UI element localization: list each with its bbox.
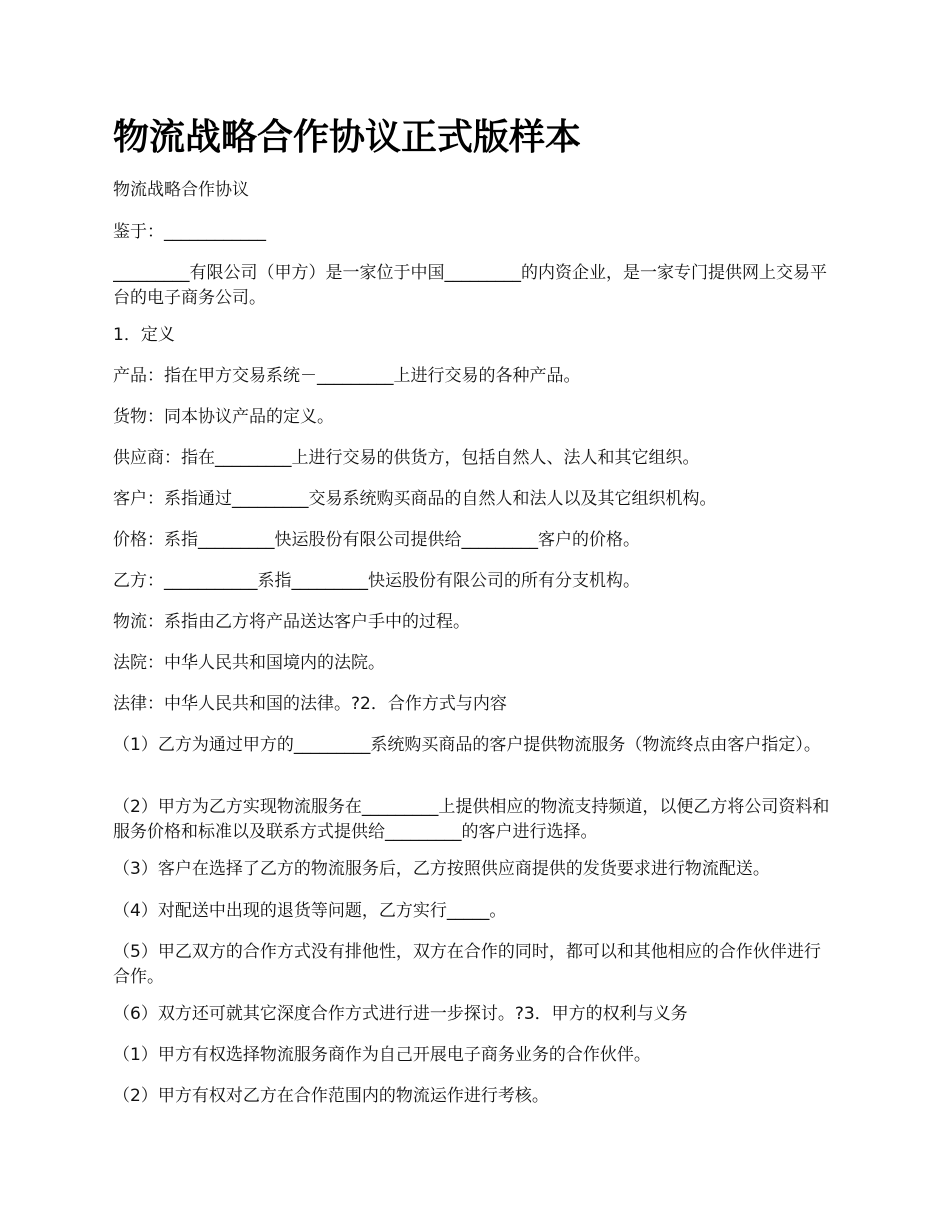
definition-price: 价格：系指_________快运股份有限公司提供给_________客户的价格。 [113, 530, 640, 550]
definition-party-b: 乙方：___________系指_________快运股份有限公司的所有分支机构。 [113, 571, 640, 591]
definition-supplier: 供应商：指在_________上进行交易的供货方，包括自然人、法人和其它组织。 [113, 448, 700, 468]
section-heading-definitions: 1．定义 [113, 325, 175, 345]
cooperation-item-6: （6）双方还可就其它深度合作方式进行进一步探讨。?3．甲方的权利与义务 [113, 1004, 688, 1024]
cooperation-item-2: （2）甲方为乙方实现物流服务在_________上提供相应的物流支持频道，以便乙方将公司资料和服务价格和标准以及联系方式提供给_________的客户进行选择。 [113, 797, 830, 842]
definition-product: 产品：指在甲方交易系统－_________上进行交易的各种产品。 [113, 366, 581, 386]
party-a-right-2: （2）甲方有权对乙方在合作范围内的物流运作进行考核。 [113, 1086, 549, 1106]
party-a-right-1: （1）甲方有权选择物流服务商作为自己开展电子商务业务的合作伙伴。 [113, 1045, 651, 1065]
definition-goods: 货物：同本协议产品的定义。 [113, 407, 334, 427]
definition-customer: 客户：系指通过_________交易系统购买商品的自然人和法人以及其它组织机构。 [113, 489, 717, 509]
definition-logistics: 物流：系指由乙方将产品送达客户手中的过程。 [113, 612, 470, 632]
cooperation-item-1: （1）乙方为通过甲方的_________系统购买商品的客户提供物流服务（物流终点由客户指定）。 [113, 735, 821, 755]
whereas-paragraph: 鉴于：____________ [113, 222, 266, 242]
subtitle-paragraph: 物流战略合作协议 [113, 180, 249, 200]
definition-law: 法律：中华人民共和国的法律。?2．合作方式与内容 [113, 694, 507, 714]
definition-court: 法院：中华人民共和国境内的法院。 [113, 653, 385, 673]
intro-paragraph: _________有限公司（甲方）是一家位于中国_________的内资企业，是一家专门提供网上交易平台的电子商务公司。 [113, 263, 827, 308]
cooperation-item-4: （4）对配送中出现的退货等问题，乙方实行_____。 [113, 901, 507, 921]
cooperation-item-3: （3）客户在选择了乙方的物流服务后，乙方按照供应商提供的发货要求进行物流配送。 [113, 859, 770, 879]
document-title: 物流战略合作协议正式版样本 [113, 116, 582, 158]
cooperation-item-5: （5）甲乙双方的合作方式没有排他性，双方在合作的同时，都可以和其他相应的合作伙伴进行合作。 [113, 942, 821, 987]
